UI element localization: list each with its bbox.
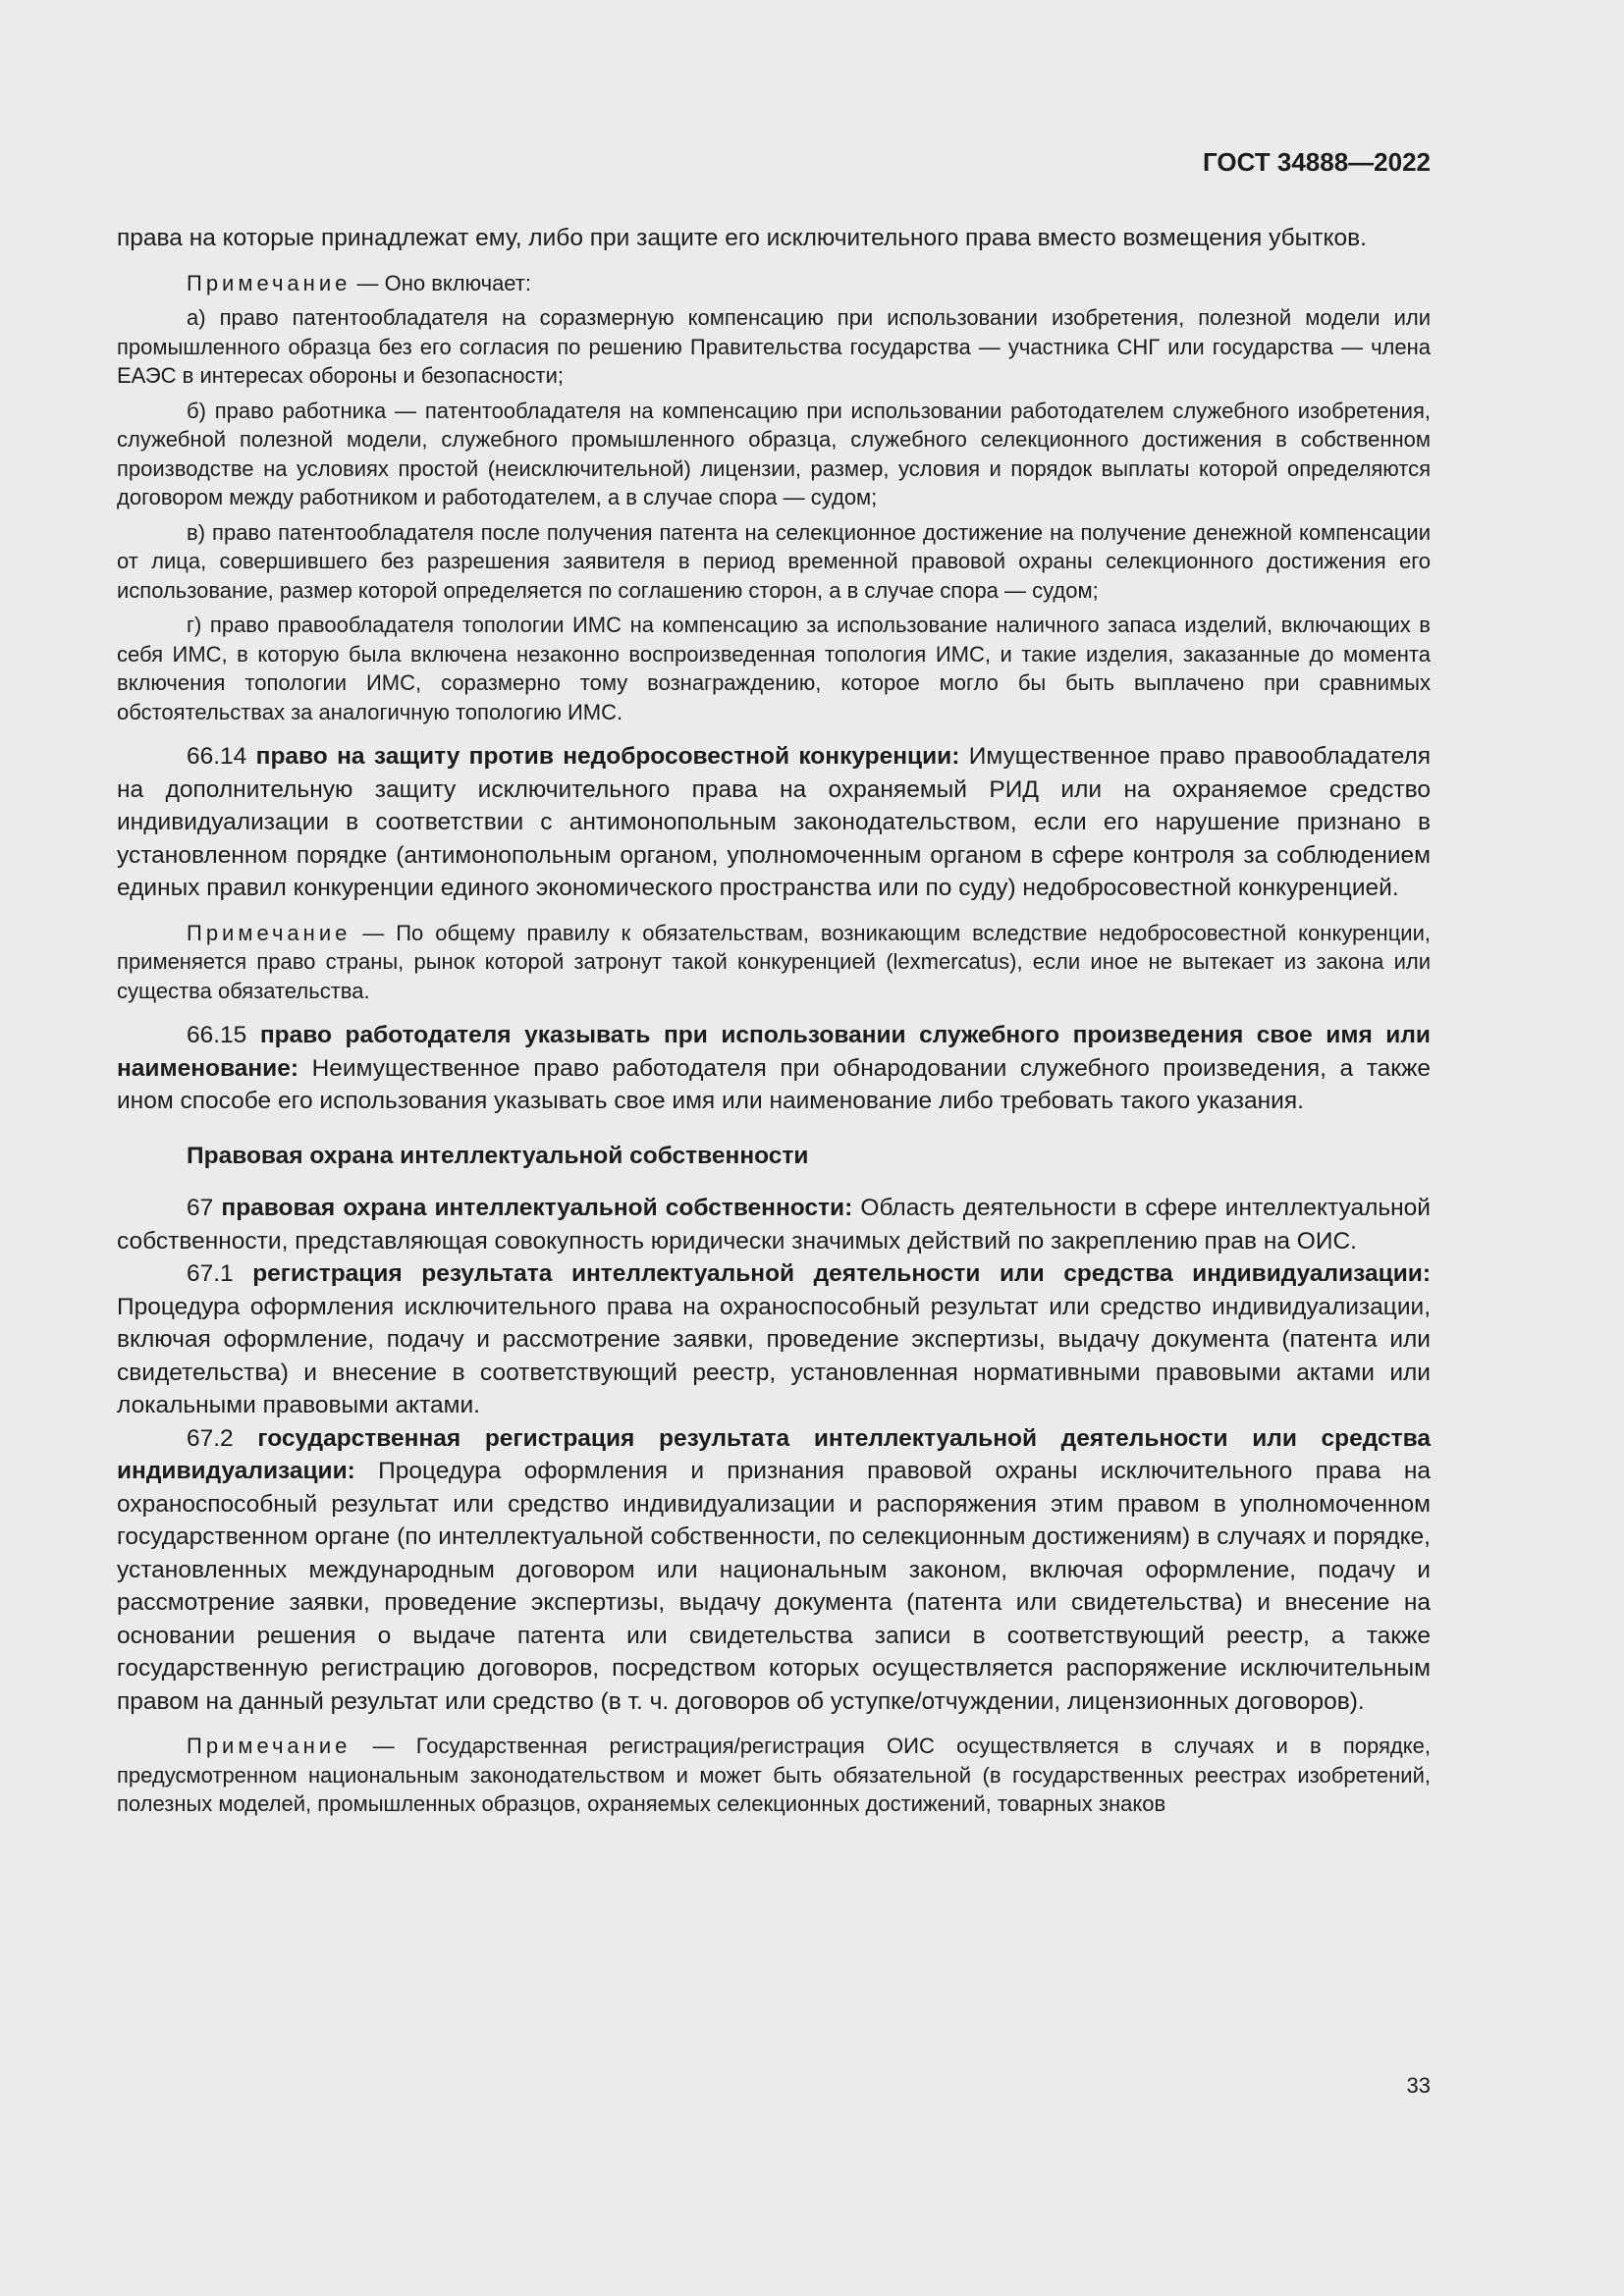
- term-number: 67.1: [187, 1260, 234, 1287]
- term-title: право на защиту против недобросовестной конкуренции:: [255, 743, 960, 770]
- page-content: [117, 222, 1431, 1819]
- note-1-intro: Примечание — Оно включает:: [187, 270, 531, 295]
- term-title: право работодателя указывать при использовании служебного произведения свое имя или наименование:: [117, 1022, 1431, 1082]
- term-title: государственная регистрация результата интеллектуальной деятельности или средства индивидуализации:: [117, 1424, 1431, 1484]
- term-67: [117, 1192, 1431, 1257]
- note-1-item-g: г) право правообладателя топологии ИМС на компенсацию за использование наличного запаса изделий, включающих в себя ИМС, в которую была включена незаконно воспроизведенная топология ИМС, и такие изделия, заказанные до момента включения топологии ИМС, соразмерно тому вознаграждению, которое могло бы быть выплачено при сравнимых обстоятельствах за аналогичную топологию ИМС.: [117, 613, 1431, 724]
- term-number: 67: [187, 1195, 214, 1221]
- note-label: Примечание: [187, 920, 352, 945]
- term-66-15: [117, 1019, 1431, 1118]
- note-label: Примечание: [187, 1734, 352, 1758]
- term-definition: Процедура оформления исключительного права на охраноспособный результат или средство индивидуализации, включая оформление, подачу и рассмотрение заявки, проведение экспертизы, выдачу документа (патента или свидетельства) и внесение в соответствующий реестр, установленная нормативными правовыми актами или локальными правовыми актами.: [117, 1293, 1431, 1418]
- note-label: Примечание: [187, 270, 352, 295]
- term-66-14: [117, 740, 1431, 905]
- term-67-2: [117, 1422, 1431, 1719]
- term-number: 66.15: [187, 1022, 247, 1048]
- note-3: Примечание — Государственная регистрация/регистрация ОИС осуществляется в случаях и в порядке, предусмотренном национальным законодательством и может быть обязательной (в государственных реестрах изобретений, полезных моделей, промышленных образцов, охраняемых селекционных достижений, товарных знаков: [117, 1734, 1431, 1816]
- note-2: Примечание — По общему правилу к обязательствам, возникающим вследствие недобросовестной конкуренции, применяется право страны, рынок которой затронут такой конкуренцией (lexmercatus), если иное не вытекает из закона или существа обязательства.: [117, 920, 1431, 1003]
- note-1-item-a: а) право патентообладателя на соразмерную компенсацию при использовании изобретения, полезной модели или промышленного образца без его согласия по решению Правительства государства — участника СНГ или государства — члена ЕАЭС в интересах обороны и безопасности;: [117, 305, 1431, 388]
- note-1-item-b: б) право работника — патентообладателя на компенсацию при использовании работодателем служебного изобретения, служебной полезной модели, служебного промышленного образца, служебного селекционного достижения в собственном производстве на условиях простой (неисключительной) лицензии, размер, условия и порядок выплаты которой определяются договором между работником и работодателем, а в случае спора — судом;: [117, 398, 1431, 509]
- term-number: 66.14: [187, 743, 247, 770]
- term-definition: Область деятельности в сфере интеллектуальной собственности, представляющая совокупность юридически значимых действий по закреплению прав на ОИС.: [117, 1195, 1431, 1255]
- section-heading: Правовая охрана интеллектуальной собственности: [187, 1142, 809, 1169]
- page-number: 33: [1406, 2073, 1431, 2098]
- term-title: правовая охрана интеллектуальной собственности:: [221, 1195, 853, 1221]
- term-definition: Имущественное право правообладателя на дополнительную защиту исключительного права на охраняемый РИД или на охраняемое средство индивидуализации в соответствии с антимонопольным законодательством, если его нарушение признано в установленном порядке (антимонопольным органом, уполномоченным органом в сфере контроля за соблюдением единых правил конкуренции единого экономического пространства или по суду) недобросовестной конкуренцией.: [117, 743, 1432, 901]
- term-definition: Процедура оформления и признания правовой охраны исключительного права на охраноспособный результат или средство индивидуализации и распоряжения этим правом в уполномоченном государственном органе (по интеллектуальной собственности, по селекционным достижениям) в случаях и порядке, установленных международным договором или национальным законом, включая оформление, подачу и рассмотрение заявки, проведение экспертизы, выдачу документа (патента или свидетельства) и внесение на основании решения о выдаче патента или свидетельства записи в соответствующий реестр, а также государственную регистрацию договоров, посредством которых осуществляется распоряжение исключительным правом на данный результат или средство (в т. ч. договоров об уступке/отчуждении, лицензионных договоров).: [117, 1458, 1431, 1715]
- term-definition: Неимущественное право работодателя при обнародовании служебного произведения, а также ином способе его использования указывать свое имя или наименование либо требовать такого указания.: [117, 1054, 1432, 1114]
- term-67-1: [117, 1257, 1431, 1422]
- note-1-item-v: в) право патентообладателя после получения патента на селекционное достижение на получение денежной компенсации от лица, совершившего без разрешения заявителя в период временной правовой охраны селекционного достижения его использование, размер которой определяется по соглашению сторон, а в случае спора — судом;: [117, 519, 1431, 603]
- term-title: регистрация результата интеллектуальной деятельности или средства индивидуализации:: [252, 1260, 1431, 1287]
- document-header: ГОСТ 34888—2022: [1203, 147, 1431, 177]
- paragraph-continuation: права на которые принадлежат ему, либо при защите его исключительного права вместо возмещения убытков.: [117, 225, 1367, 251]
- term-number: 67.2: [187, 1424, 234, 1452]
